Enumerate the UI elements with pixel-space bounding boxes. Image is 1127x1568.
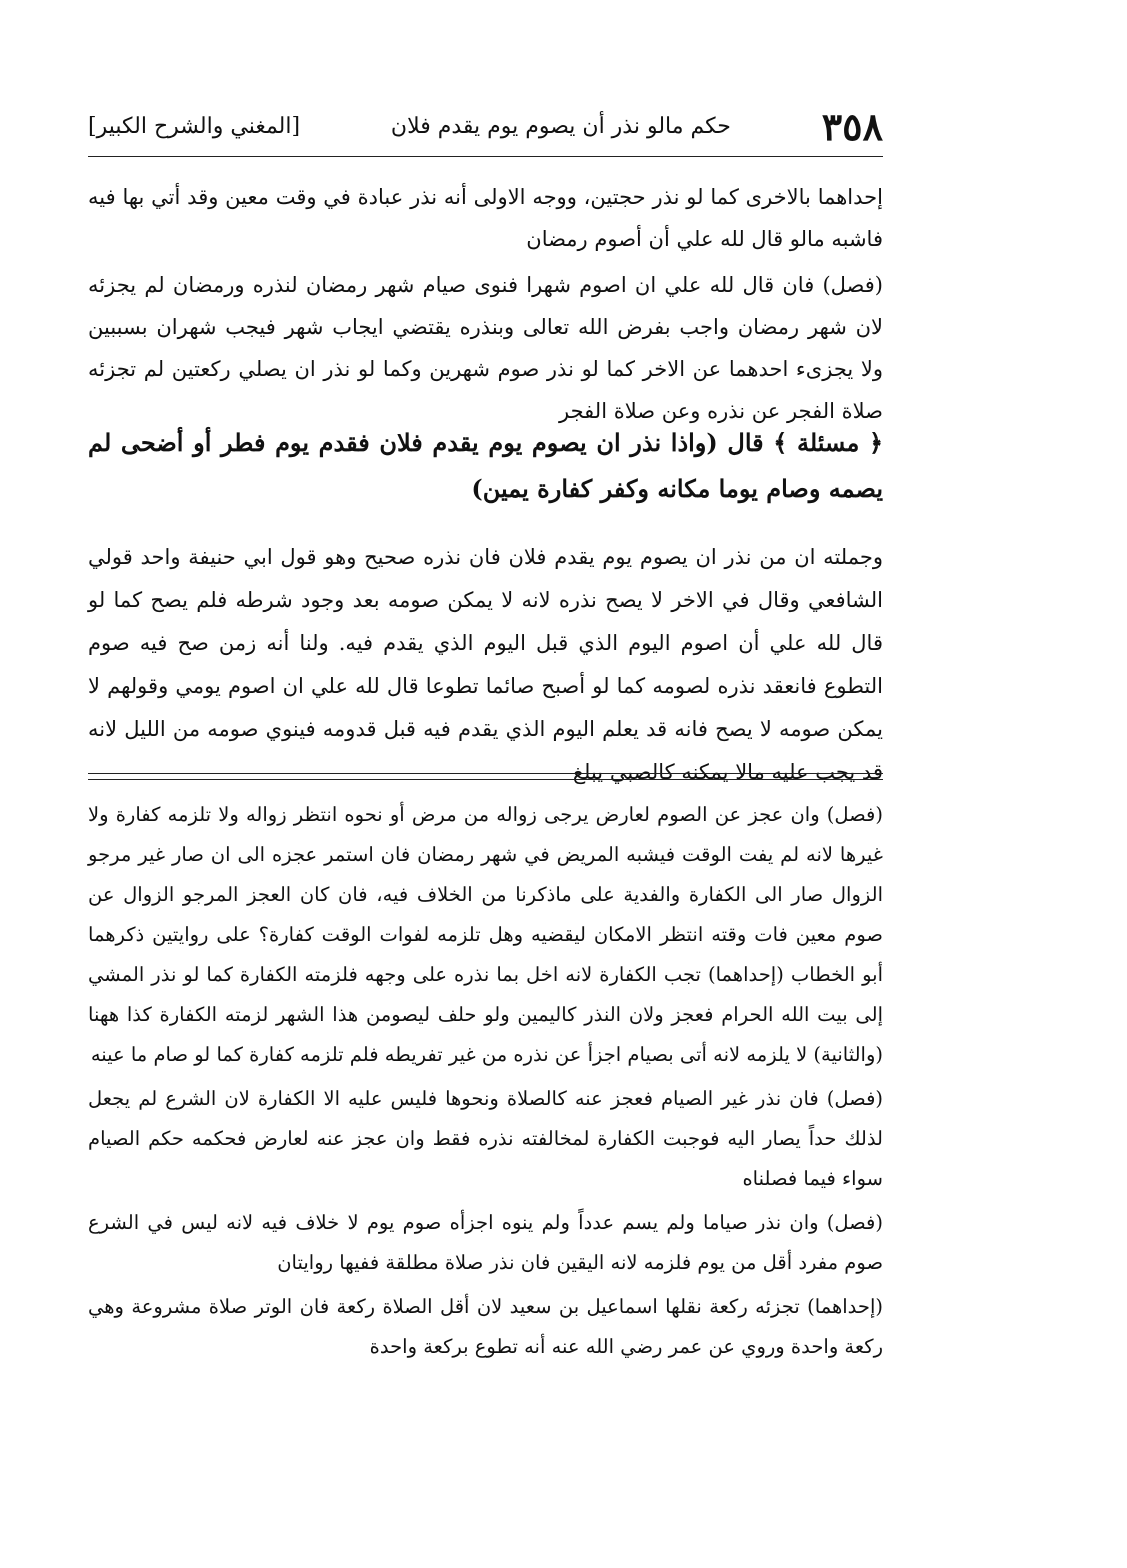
- paragraph: وجملته ان من نذر ان يصوم يوم يقدم فلان فان نذره صحيح وهو قول ابي حنيفة واحد قولي الشافعي وقال في الاخر لا يصح نذره لانه لا يمكن صومه بعد وجود شرطه فلم يصح كما لو قال لله علي أن اصوم اليوم الذي قبل اليوم الذي يقدم فيه. ولنا أنه زمن صح فيه صوم التطوع فانعقد نذره لصومه كما لو أصبح صائما تطوعا قال لله علي ان اصوم يومي وقولهم لا يمكن صومه لا يصح فانه قد يعلم اليوم الذي يقدم فيه قبل قدومه فينوي صومه من الليل لانه قد يجب عليه مالا يمكنه كالصبي يبلغ: [88, 545, 883, 784]
- matn-text: [88, 420, 883, 512]
- book-title: [المغني والشرح الكبير]: [88, 113, 301, 139]
- paragraph: (إحداهما) تجزئه ركعة نقلها اسماعيل بن سعيد لان أقل الصلاة ركعة فان الوتر صلاة مشروعة وهي ركعة واحدة وروي عن عمر رضي الله عنه أنه تطوع بركعة واحدة: [88, 1295, 883, 1358]
- running-title: حكم مالو نذر أن يصوم يوم يقدم فلان: [390, 113, 731, 139]
- paragraph: (فصل) وان عجز عن الصوم لعارض يرجى زواله من مرض أو نحوه انتظر زواله ولا تلزمه كفارة ولا غيرها لانه لم يفت الوقت فيشبه المريض في شهر رمضان فان استمر عجزه الى ان صار غير مرجو الزوال صار الى الكفارة والفدية على ماذكرنا من الخلاف فيه، فان كان العجز المرجو الزوال عن صوم معين فات وقته انتظر الامكان ليقضيه وهل تلزمه لفوات الوقت كفارة؟ على روايتين ذكرهما أبو الخطاب (إحداهما) تجب الكفارة لانه اخل بما نذره على وجهه فلزمته الكفارة كما لو نذر المشي إلى بيت الله الحرام فعجز ولان النذر كاليمين ولو حلف ليصومن هذا الشهر لزمته الكفارة كذا ههنا (والثانية) لا يلزمه لانه أتى بصيام اجزأ عن نذره من غير تفريطه فلم تلزمه كفارة كما لو صام ما عينه: [88, 803, 883, 1066]
- masala-marker: ﴿ مسئلة ﴾: [773, 428, 883, 457]
- paragraph: (فصل) فان قال لله علي ان اصوم شهرا فنوى صيام شهر رمضان لنذره ورمضان لم يجزئه لان شهر رمضان واجب بفرض الله تعالى وبنذره يقتضي ايجاب شهر فيجب شهران بسببين ولا يجزىء احدهما عن الاخر كما لو نذر صوم شهرين وكما لو نذر ان يصلي ركعتين لم تجزئه صلاة الفجر عن نذره وعن صلاة الفجر: [88, 273, 883, 423]
- matn-body: قال (واذا نذر ان يصوم يوم يقدم فلان فقدم يوم فطر أو أضحى لم يصمه وصام يوما مكانه وكفر كفارة يمين): [88, 428, 883, 503]
- header-rule: [88, 156, 883, 157]
- page-header: [88, 100, 883, 152]
- paragraph: (فصل) وان نذر صياما ولم يسم عدداً ولم ينوه اجزأه صوم يوم لا خلاف فيه لانه ليس في الشرع صوم مفرد أقل من يوم فلزمه لانه اليقين فان نذر صلاة مطلقة ففيها روايتان: [88, 1211, 883, 1274]
- paragraph: إحداهما بالاخرى كما لو نذر حجتين، ووجه الاولى أنه نذر عبادة في وقت معين وقد أتي بها فيه فاشبه مالو قال لله علي أن أصوم رمضان: [88, 185, 883, 251]
- double-rule-bottom: [88, 779, 883, 780]
- upper-text: [88, 176, 883, 436]
- double-rule-top: [88, 773, 883, 774]
- commentary-text: [88, 536, 883, 798]
- lower-text: [88, 795, 883, 1371]
- paragraph: (فصل) فان نذر غير الصيام فعجز عنه كالصلاة ونحوها فليس عليه الا الكفارة لان الشرع لم يجعل لذلك حداً يصار اليه فوجبت الكفارة لمخالفته نذره فقط وان عجز عنه لعارض فحكمه حكم الصيام سواء فيما فصلناه: [88, 1087, 883, 1190]
- page-number: ٣٥٨: [821, 103, 883, 149]
